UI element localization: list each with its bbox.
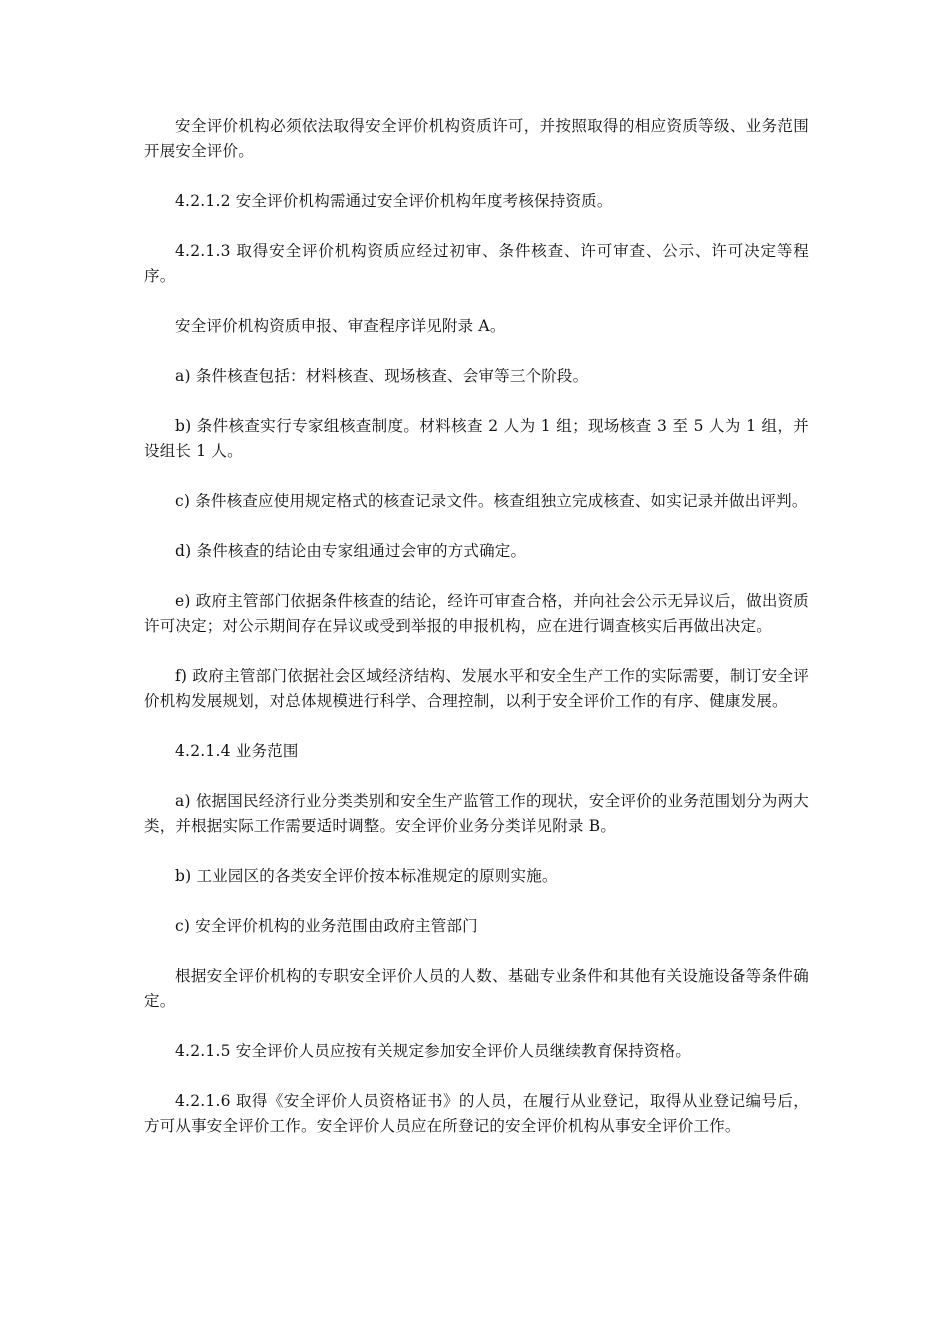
paragraph-scope-a: a) 依据国民经济行业分类类别和安全生产监管工作的现状，安全评价的业务范围划分为两大类，并根据实际工作需要适时调整。安全评价业务分类详见附录 B。 [144, 792, 809, 835]
paragraph-item-c: c) 条件核查应使用规定格式的核查记录文件。核查组独立完成核查、如实记录并做出评判。 [175, 492, 808, 510]
paragraph-4-2-1-5: 4.2.1.5 安全评价人员应按有关规定参加安全评价人员继续教育保持资格。 [175, 1042, 692, 1060]
paragraph-scope-b: b) 工业园区的各类安全评价按本标准规定的原则实施。 [175, 867, 558, 885]
paragraph-item-b: b) 条件核查实行专家组核查制度。材料核查 2 人为 1 组；现场核查 3 至 5 人为 1 组，并设组长 1 人。 [144, 417, 809, 460]
paragraph-4-2-1-6: 4.2.1.6 取得《安全评价人员资格证书》的人员，在履行从业登记，取得从业登记编号后，方可从事安全评价工作。安全评价人员应在所登记的安全评价机构从事安全评价工作。 [144, 1092, 809, 1135]
paragraph-4-2-1-2: 4.2.1.2 安全评价机构需通过安全评价机构年度考核保持资质。 [175, 192, 613, 210]
paragraph-intro: 安全评价机构必须依法取得安全评价机构资质许可，并按照取得的相应资质等级、业务范围开展安全评价。 [144, 117, 809, 160]
paragraph-item-f: f) 政府主管部门依据社会区域经济结构、发展水平和安全生产工作的实际需要，制订安全评价机构发展规划，对总体规模进行科学、合理控制，以利于安全评价工作的有序、健康发展。 [144, 667, 809, 710]
paragraph-scope-c-continued: 根据安全评价机构的专职安全评价人员的人数、基础专业条件和其他有关设施设备等条件确定。 [144, 967, 809, 1010]
paragraph-appendix-a-note: 安全评价机构资质申报、审查程序详见附录 A。 [175, 317, 506, 335]
document-body [144, 114, 809, 1164]
paragraph-item-e: e) 政府主管部门依据条件核查的结论，经许可审查合格，并向社会公示无异议后，做出资质许可决定；对公示期间存在异议或受到举报的申报机构，应在进行调查核实后再做出决定。 [144, 592, 809, 635]
paragraph-scope-c: c) 安全评价机构的业务范围由政府主管部门 [175, 917, 478, 935]
paragraph-4-2-1-4-heading: 4.2.1.4 业务范围 [175, 742, 299, 760]
paragraph-item-d: d) 条件核查的结论由专家组通过会审的方式确定。 [175, 542, 527, 560]
paragraph-4-2-1-3: 4.2.1.3 取得安全评价机构资质应经过初审、条件核查、许可审查、公示、许可决定等程序。 [144, 242, 809, 285]
paragraph-item-a: a) 条件核查包括：材料核查、现场核查、会审等三个阶段。 [175, 367, 589, 385]
